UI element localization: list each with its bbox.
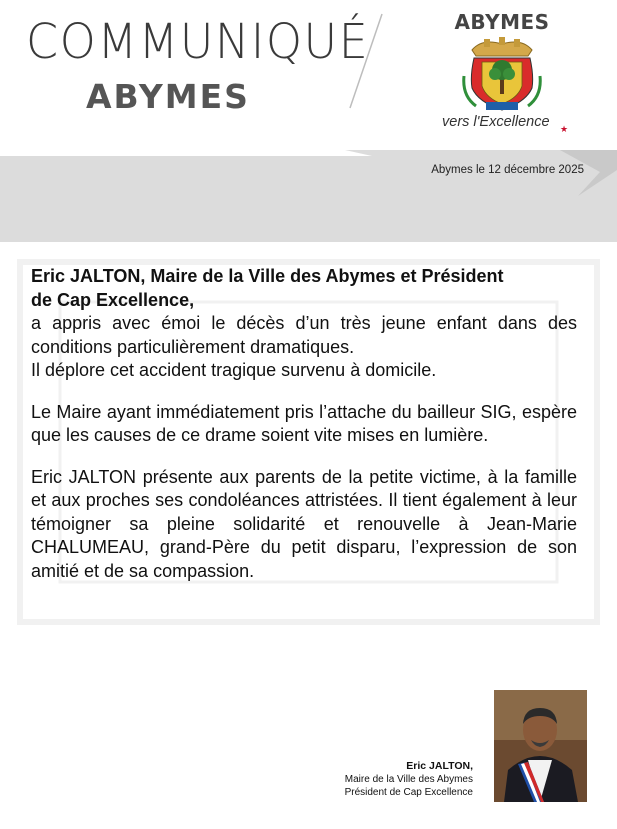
logo-slogan: vers l'Excellence [442, 114, 550, 130]
signature-title-2: Président de Cap Excellence [344, 787, 473, 798]
communique-title: COMMUNIQUÉ [26, 12, 370, 70]
header-divider [330, 12, 390, 112]
mayor-photo [494, 690, 587, 802]
signature-name: Eric JALTON, [406, 760, 473, 772]
paragraph-1-text: a appris avec émoi le décès d’un très jeune enfant dans des conditions particulièrement dramatiques. [31, 313, 577, 357]
communique-body [31, 265, 577, 601]
lead-paragraph [31, 265, 577, 312]
paragraph-1 [31, 312, 577, 383]
city-logo [432, 10, 572, 140]
logo-city-name: ABYMES [454, 10, 550, 34]
lead-line-1: Eric JALTON, Maire de la Ville des Abymes et Président [31, 266, 504, 286]
signature-block [345, 760, 473, 799]
star-icon: ★ [560, 124, 569, 134]
lead-line-2: de Cap Excellence, [31, 289, 195, 310]
paragraph-3b-text: Il tient également à leur témoigner sa pleine solidarité et renouvelle à Jean-Marie CHALUMEAU, grand-Père du petit disparu, l’expression de son amitié et de sa compassion. [31, 490, 577, 581]
paragraph-3-text: Eric JALTON présente aux parents de la petite victime, à la famille et aux proches ses condoléances attristées. [31, 466, 577, 510]
coat-of-arms-icon [462, 36, 542, 114]
signature-title-1: Maire de la Ville des Abymes [344, 774, 473, 785]
paragraph-2: Le Maire ayant immédiatement pris l’attache du bailleur SIG, espère que les causes de ce drame soient vite mises en lumière. [31, 401, 577, 445]
communique-subtitle: ABYMES [86, 77, 250, 116]
date-line: Abymes le 12 décembre 2025 [431, 164, 584, 176]
paragraph-3 [31, 466, 577, 584]
paragraph-1b-text: Il déplore cet accident tragique survenu à domicile. [31, 360, 437, 380]
